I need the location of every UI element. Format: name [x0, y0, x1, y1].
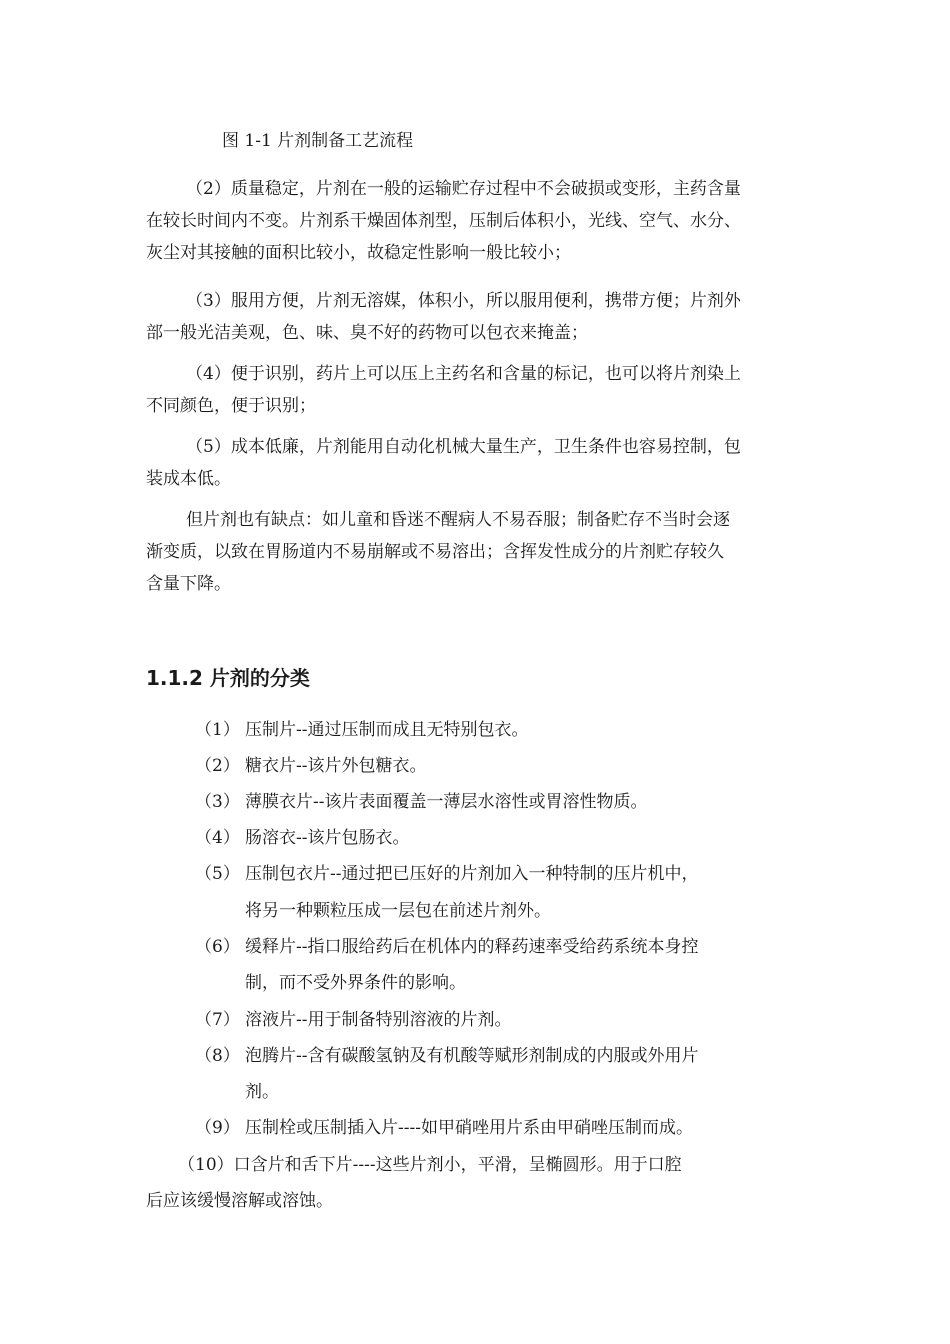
list-item-number: （9）: [195, 1118, 240, 1138]
list-item-text: 肠溶衣--该片包肠衣。: [245, 828, 410, 848]
list-item-text: 压制包衣片--通过把已压好的片剂加入一种特制的压片机中，: [245, 864, 699, 884]
paragraph-convenience: [146, 285, 826, 349]
paragraph-line: （5）成本低廉，片剂能用自动化机械大量生产，卫生条件也容易控制，包: [186, 437, 741, 457]
figure-caption: 图 1-1 片剂制备工艺流程: [222, 131, 414, 151]
list-item-number: （7）: [195, 1010, 240, 1030]
paragraph-line: （4）便于识别，药片上可以压上主药名和含量的标记，也可以将片剂染上: [186, 364, 741, 384]
paragraph-line: 渐变质，以致在胃肠道内不易崩解或不易溶出；含挥发性成分的片剂贮存较久: [146, 542, 724, 562]
list-item-number: （5）: [195, 864, 240, 884]
paragraph-line: 灰尘对其接触的面积比较小，故稳定性影响一般比较小；: [146, 243, 571, 263]
paragraph-line: 含量下降。: [146, 574, 231, 594]
list-item: [195, 1041, 699, 1066]
list-item-text: 薄膜衣片--该片表面覆盖一薄层水溶性或胃溶性物质。: [245, 792, 648, 812]
list-item: [195, 823, 410, 848]
list-item-text: 压制栓或压制插入片----如甲硝唑用片系由甲硝唑压制而成。: [245, 1118, 693, 1138]
list-item-number: （6）: [195, 937, 240, 957]
list-item-continuation: 剂。: [245, 1082, 279, 1102]
list-item: [195, 751, 427, 776]
list-item: [195, 932, 699, 957]
list-item-continuation: 将另一种颗粒压成一层包在前述片剂外。: [245, 901, 551, 921]
list-item-number: （4）: [195, 828, 240, 848]
paragraph-line: （2）质量稳定，片剂在一般的运输贮存过程中不会破损或变形，主药含量: [186, 179, 741, 199]
list-item: [195, 859, 699, 884]
paragraph-line: 部一般光洁美观，色、味、臭不好的药物可以包衣来掩盖；: [146, 323, 588, 343]
paragraph-line: 不同颜色，便于识别；: [146, 396, 316, 416]
list-item-text: 溶液片--用于制备特别溶液的片剂。: [245, 1010, 512, 1030]
list-item-10: （10）口含片和舌下片----这些片剂小，平滑，呈椭圆形。用于口腔: [178, 1155, 682, 1175]
list-item: [195, 715, 529, 740]
list-item-number: （1）: [195, 720, 240, 740]
paragraph-disadvantages: [146, 504, 826, 600]
paragraph-line: 装成本低。: [146, 469, 231, 489]
list-item: [195, 1113, 693, 1138]
list-item-text: 糖衣片--该片外包糖衣。: [245, 756, 427, 776]
paragraph-stability: [146, 173, 826, 269]
list-item-text: 缓释片--指口服给药后在机体内的释药速率受给药系统本身控: [245, 937, 699, 957]
paragraph-line: 但片剂也有缺点：如儿童和昏迷不醒病人不易吞服；制备贮存不当时会逐: [186, 510, 730, 530]
list-item-continuation: 制，而不受外界条件的影响。: [245, 973, 466, 993]
paragraph-line: 在较长时间内不变。片剂系干燥固体剂型，压制后体积小，光线、空气、水分、: [146, 211, 741, 231]
section-heading: 1.1.2 片剂的分类: [146, 666, 310, 690]
list-item-text: 压制片--通过压制而成且无特别包衣。: [245, 720, 529, 740]
list-item-10-continuation: 后应该缓慢溶解或溶蚀。: [146, 1191, 333, 1211]
list-item-number: （3）: [195, 792, 240, 812]
list-item-text: 泡腾片--含有碳酸氢钠及有机酸等赋形剂制成的内服或外用片: [245, 1046, 699, 1066]
paragraph-cost: [146, 431, 826, 495]
list-item: [195, 787, 648, 812]
list-item: [195, 1005, 512, 1030]
paragraph-identification: [146, 358, 826, 422]
list-item-number: （2）: [195, 756, 240, 776]
paragraph-line: （3）服用方便，片剂无溶媒，体积小，所以服用便利，携带方便；片剂外: [186, 291, 741, 311]
list-item-number: （8）: [195, 1046, 240, 1066]
